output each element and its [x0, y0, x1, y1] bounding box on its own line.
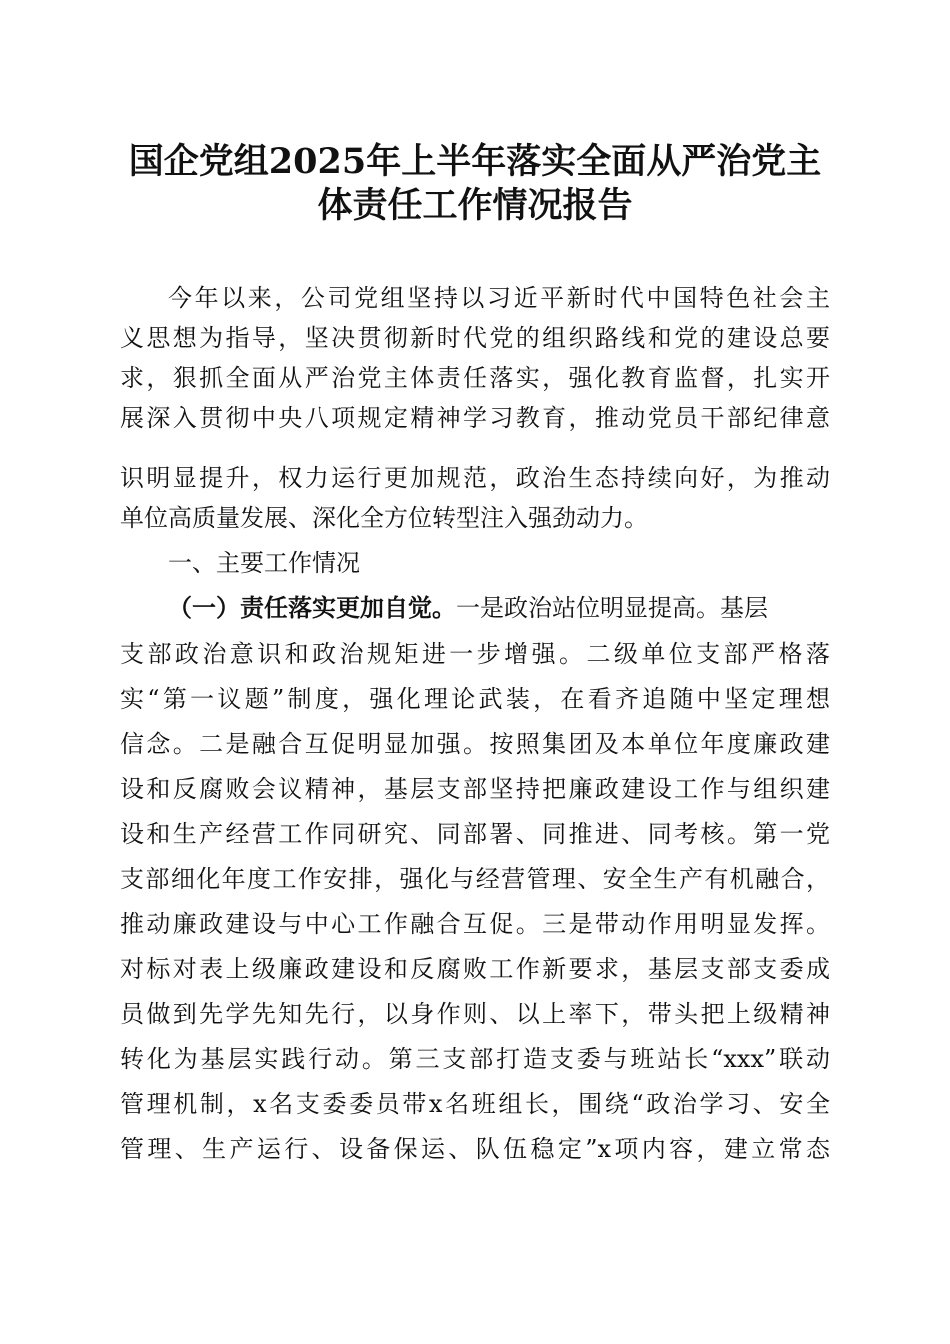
intro-paragraph-line: 识明显提升，权力运行更加规范，政治生态持续向好，为推动: [120, 464, 830, 492]
body-line: 推动廉政建设与中心工作融合互促。三是带动作用明显发挥。: [120, 910, 830, 938]
section-heading: 一、主要工作情况: [168, 549, 360, 577]
intro-paragraph-line: 展深入贯彻中央八项规定精神学习教育，推动党员干部纪律意: [120, 404, 830, 432]
subsection-first-line: [120, 593, 830, 623]
document-title-line-1: 国企党组2025年上半年落实全面从严治党主: [128, 141, 822, 182]
body-line: 管理机制，x名支委委员带x名班组长，围绕“政治学习、安全: [120, 1090, 830, 1118]
body-line: 设和生产经营工作同研究、同部署、同推进、同考核。第一党: [120, 820, 830, 848]
body-line: 信念。二是融合互促明显加强。按照集团及本单位年度廉政建: [120, 730, 830, 758]
intro-paragraph-line: 单位高质量发展、深化全方位转型注入强劲动力。: [120, 504, 648, 532]
body-line: 转化为基层实践行动。第三支部打造支委与班站长“xxx”联动: [120, 1045, 830, 1073]
body-line: 对标对表上级廉政建设和反腐败工作新要求，基层支部支委成: [120, 955, 830, 983]
body-line: 员做到先学先知先行，以身作则、以上率下，带头把上级精神: [120, 1000, 830, 1028]
body-line: 实“第一议题”制度，强化理论武装，在看齐追随中坚定理想: [120, 685, 830, 713]
subsection-title: （一）责任落实更加自觉。: [168, 593, 456, 622]
document-title-line-2: 体责任工作情况报告: [317, 185, 633, 226]
intro-paragraph-line: 义思想为指导，坚决贯彻新时代党的组织路线和党的建设总要: [120, 324, 830, 352]
subsection-first-line-text: 一是政治站位明显提高。基层: [456, 594, 768, 622]
intro-paragraph-line: 今年以来，公司党组坚持以习近平新时代中国特色社会主: [168, 284, 830, 312]
body-line: 管理、生产运行、设备保运、队伍稳定”x项内容，建立常态: [120, 1135, 830, 1163]
body-line: 支部政治意识和政治规矩进一步增强。二级单位支部严格落: [120, 640, 830, 668]
body-line: 支部细化年度工作安排，强化与经营管理、安全生产有机融合，: [120, 865, 830, 893]
intro-paragraph-line: 求，狠抓全面从严治党主体责任落实，强化教育监督，扎实开: [120, 364, 830, 392]
body-line: 设和反腐败会议精神，基层支部坚持把廉政建设工作与组织建: [120, 775, 830, 803]
